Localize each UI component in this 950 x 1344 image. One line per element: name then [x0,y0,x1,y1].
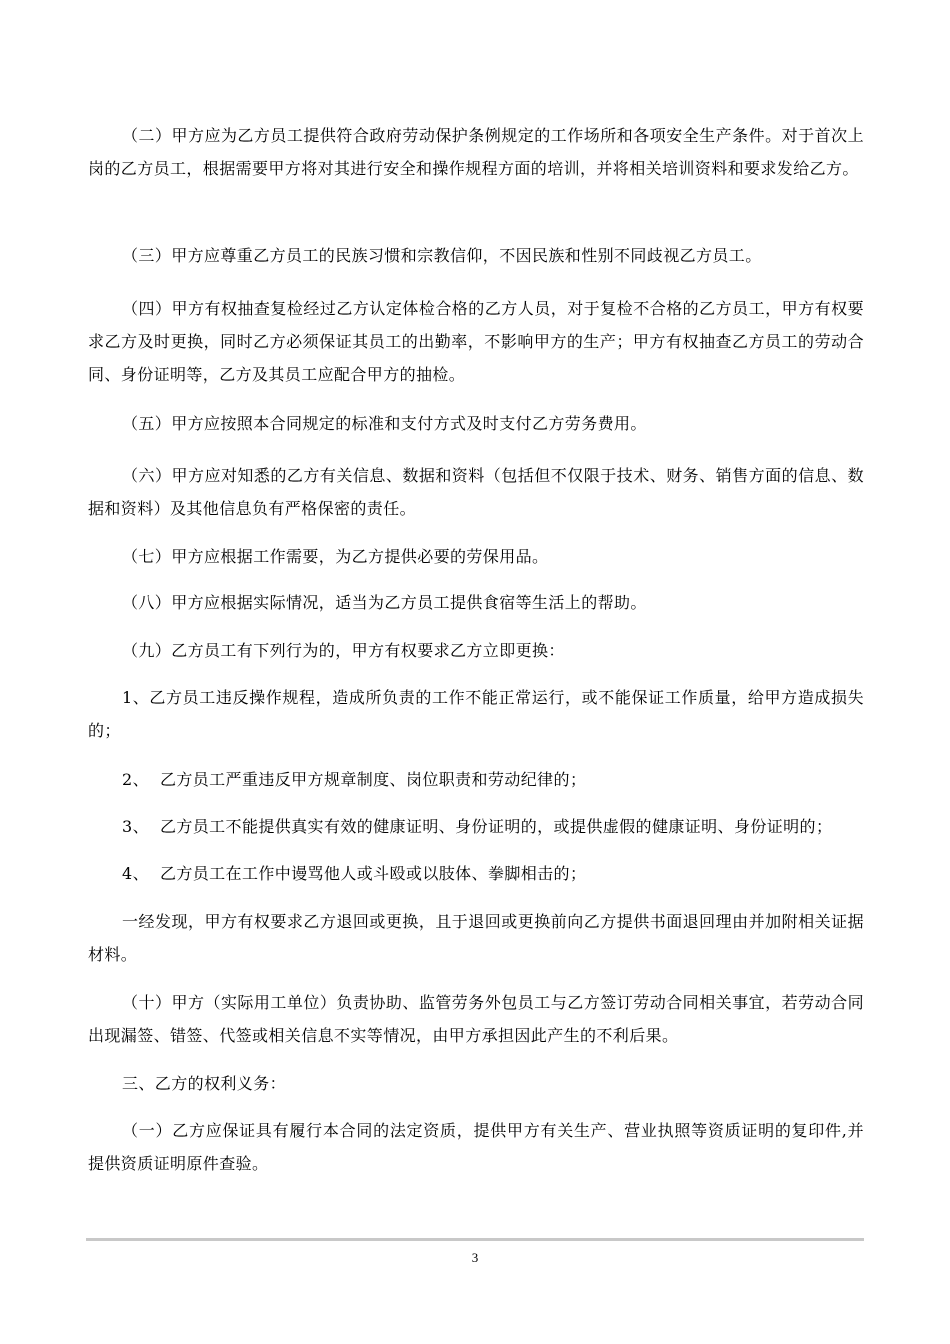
clause-3-paragraph: （三）甲方应尊重乙方员工的民族习惯和宗教信仰，不因民族和性别不同歧视乙方员工。 [122,246,762,265]
clause-6-paragraph: （六）甲方应对知悉的乙方有关信息、数据和资料（包括但不仅限于技术、财务、销售方面的信息、数据和资料）及其他信息负有严格保密的责任。 [88,466,864,518]
clause-9-paragraph: （九）乙方员工有下列行为的，甲方有权要求乙方立即更换： [122,641,565,660]
section-3-clause-1-paragraph: （一）乙方应保证具有履行本合同的法定资质，提供甲方有关生产、营业执照等资质证明的复印件,并提供资质证明原件查验。 [88,1121,864,1173]
clause-2-paragraph: （二）甲方应为乙方员工提供符合政府劳动保护条例规定的工作场所和各项安全生产条件。对于首次上岗的乙方员工，根据需要甲方将对其进行安全和操作规程方面的培训，并将相关培训资料和要求发给乙方。 [88,126,864,178]
list-item-3: 3、 乙方员工不能提供真实有效的健康证明、身份证明的，或提供虚假的健康证明、身份证明的； [122,817,833,836]
clause-7-paragraph: （七）甲方应根据工作需要，为乙方提供必要的劳保用品。 [122,547,549,566]
section-3-heading: 三、乙方的权利义务： [122,1074,287,1093]
list-item-4: 4、 乙方员工在工作中谩骂他人或斗殴或以肢体、拳脚相击的； [122,864,587,883]
list-item-1: 1、乙方员工违反操作规程，造成所负责的工作不能正常运行，或不能保证工作质量，给甲方造成损失的； [88,688,864,740]
clause-10-paragraph: （十）甲方（实际用工单位）负责协助、监管劳务外包员工与乙方签订劳动合同相关事宜，若劳动合同出现漏签、错签、代签或相关信息不实等情况，由甲方承担因此产生的不利后果。 [88,993,864,1045]
clause-8-paragraph: （八）甲方应根据实际情况，适当为乙方员工提供食宿等生活上的帮助。 [122,593,647,612]
footer-divider [86,1238,864,1241]
clause-4-paragraph: （四）甲方有权抽查复检经过乙方认定体检合格的乙方人员，对于复检不合格的乙方员工，甲方有权要求乙方及时更换，同时乙方必须保证其员工的出勤率，不影响甲方的生产；甲方有权抽查乙方员工的劳动合同、身份证明等，乙方及其员工应配合甲方的抽检。 [88,299,864,384]
clause-5-paragraph: （五）甲方应按照本合同规定的标准和支付方式及时支付乙方劳务费用。 [122,414,647,433]
list-item-2: 2、 乙方员工严重违反甲方规章制度、岗位职责和劳动纪律的； [122,770,587,789]
page-number: 3 [471,1250,479,1265]
discovery-paragraph: 一经发现，甲方有权要求乙方退回或更换，且于退回或更换前向乙方提供书面退回理由并加附相关证据材料。 [88,912,864,964]
